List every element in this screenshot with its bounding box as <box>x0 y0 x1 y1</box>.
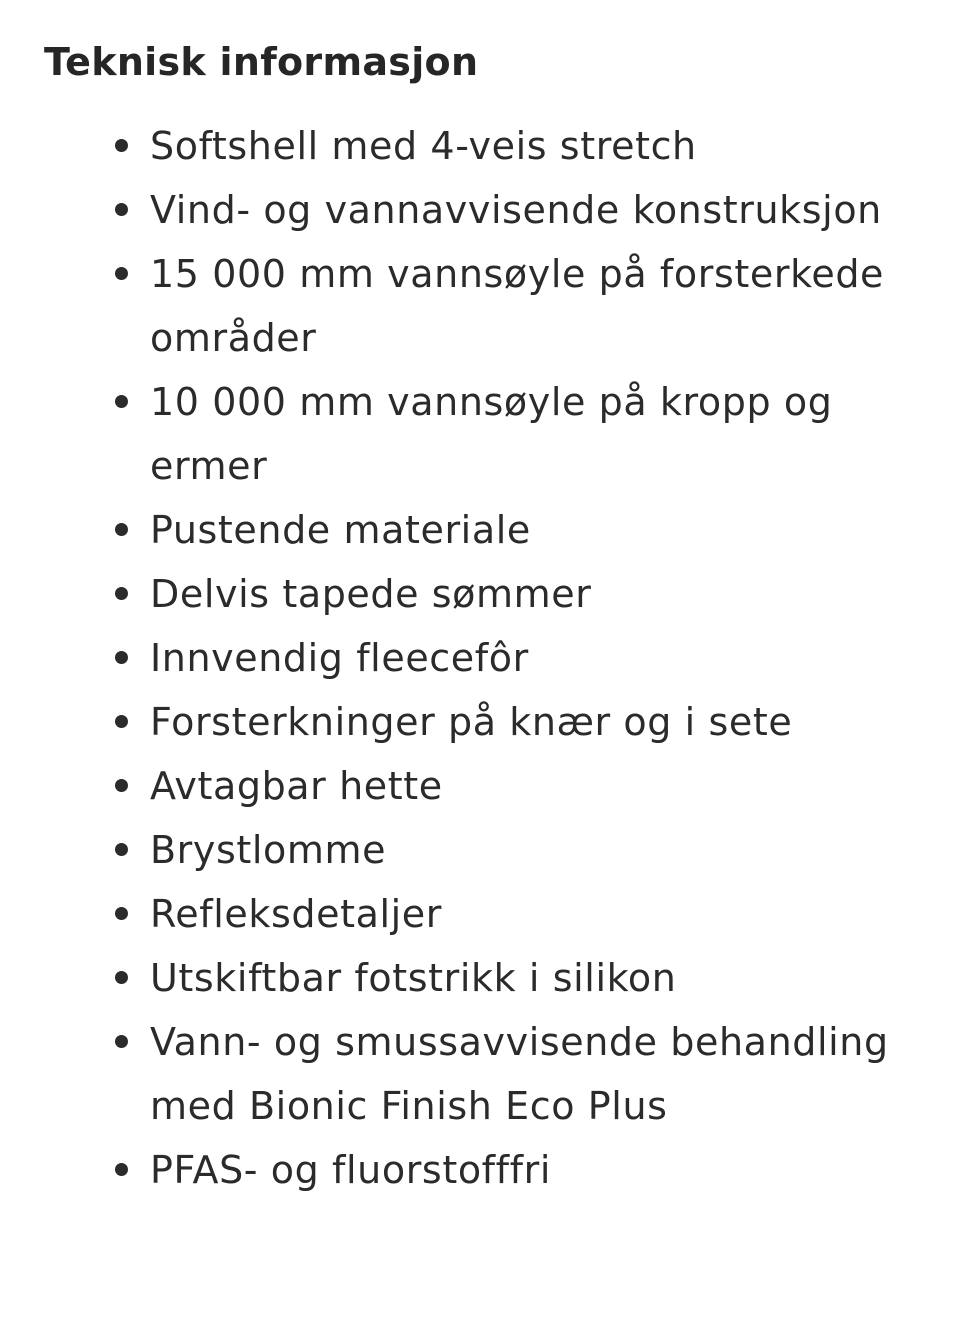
list-item <box>150 1138 900 1202</box>
bullet-icon <box>115 907 128 920</box>
list-item <box>150 114 900 178</box>
list-item-text: Forsterkninger på knær og i sete <box>150 700 793 744</box>
list-item-text: Utskiftbar fotstrikk i silikon <box>150 956 677 1000</box>
list-item-text: Innvendig fleecefôr <box>150 636 529 680</box>
list-item <box>150 882 900 946</box>
list-item-text: PFAS- og fluorstofffri <box>150 1148 551 1192</box>
bullet-icon <box>115 715 128 728</box>
feature-list <box>150 114 900 1202</box>
list-item <box>150 690 900 754</box>
list-item-text: 15 000 mm vannsøyle på forsterkede områder <box>150 252 885 360</box>
list-item-text: Avtagbar hette <box>150 764 443 808</box>
bullet-icon <box>115 139 128 152</box>
list-item <box>150 562 900 626</box>
list-item <box>150 370 900 498</box>
list-item <box>150 818 900 882</box>
bullet-icon <box>115 651 128 664</box>
list-item <box>150 946 900 1010</box>
list-item <box>150 498 900 562</box>
list-item <box>150 754 900 818</box>
list-item-text: 10 000 mm vannsøyle på kropp og ermer <box>150 380 833 488</box>
list-item <box>150 242 900 370</box>
bullet-icon <box>115 1035 128 1048</box>
list-item-text: Delvis tapede sømmer <box>150 572 592 616</box>
list-item-text: Vann- og smussavvisende behandling med Bionic Finish Eco Plus <box>150 1020 889 1128</box>
list-item-text: Refleksdetaljer <box>150 892 442 936</box>
list-item-text: Pustende materiale <box>150 508 531 552</box>
section-title: Teknisk informasjon <box>44 40 479 84</box>
bullet-icon <box>115 843 128 856</box>
bullet-icon <box>115 1163 128 1176</box>
bullet-icon <box>115 971 128 984</box>
bullet-icon <box>115 523 128 536</box>
list-item-text: Vind- og vannavvisende konstruksjon <box>150 188 882 232</box>
bullet-icon <box>115 587 128 600</box>
bullet-icon <box>115 267 128 280</box>
bullet-icon <box>115 203 128 216</box>
list-item-text: Brystlomme <box>150 828 387 872</box>
list-item <box>150 1010 900 1138</box>
bullet-icon <box>115 779 128 792</box>
list-item <box>150 626 900 690</box>
list-item-text: Softshell med 4-veis stretch <box>150 124 697 168</box>
bullet-icon <box>115 395 128 408</box>
list-item <box>150 178 900 242</box>
